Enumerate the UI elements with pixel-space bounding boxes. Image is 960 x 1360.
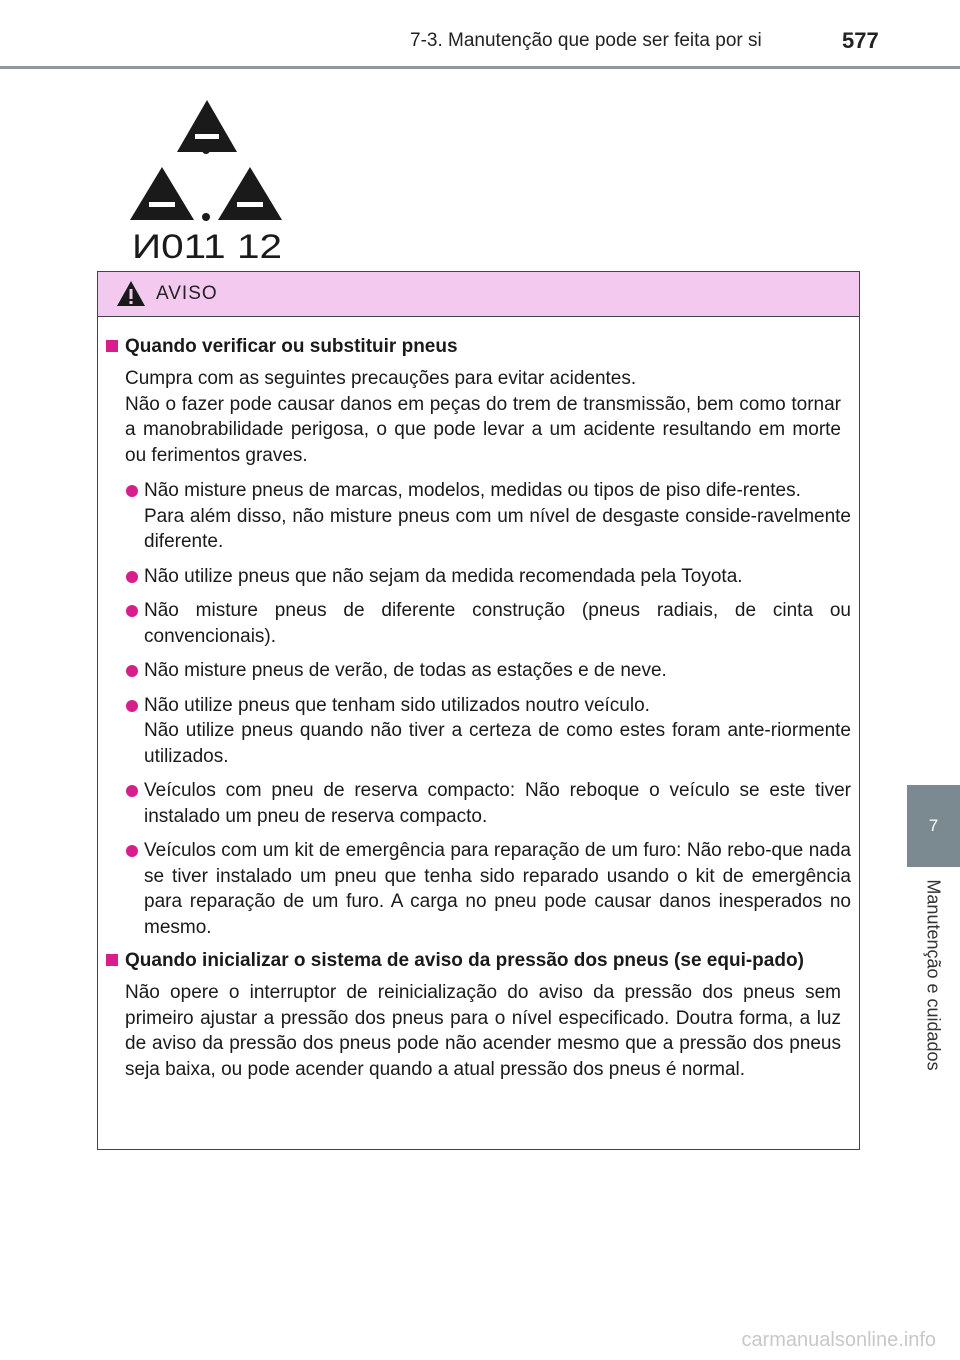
list-item-text: Veículos com um kit de emergência para reparação de um furo: Não rebo-que nada se tiver instalado um pneu que tenha sido reparado usando o kit de emergência para reparação de um furo. A carga no pneu pode causar danos inesperados no mesmo. [144,840,851,938]
list-item [106,838,851,940]
heading-text: Quando verificar ou substituir pneus [125,336,458,357]
list-item-text: Não misture pneus de verão, de todas as estações e de neve. [144,660,667,681]
list-item [106,693,851,770]
tpms-text: Não opere o interruptor de reinicialização do aviso da pressão dos pneus sem primeiro ajustar a pressão dos pneus para o nível especificado. Doutra forma, a luz de aviso da pressão dos pneus pode não acender mesmo que a pressão dos pneus seja baixa, ou pode acender quando a atual pressão dos pneus é normal. [125,982,841,1080]
tire-triangle-symbol-icon [120,92,300,264]
tpms-paragraph [106,980,851,1082]
list-item-text: Não misture pneus de diferente construção (pneus radiais, de cinta ou convencionais). [144,600,851,647]
circle-bullet-icon [126,571,138,583]
circle-bullet-icon [126,700,138,712]
list-item-text: Não misture pneus de marcas, modelos, medidas ou tipos de piso dife-rentes. [144,480,801,501]
intro-line: Não o fazer pode causar danos em peças do trem de transmissão, bem como tornar a manobrabilidade perigosa, o que pode levar a um acidente resultando em morte ou ferimentos graves. [125,393,841,466]
square-bullet-icon [106,340,118,352]
section-heading-tire-check [106,335,851,358]
list-item-extra: Para além disso, não misture pneus com um nível de desgaste conside-ravelmente diferente. [144,505,851,552]
chapter-number: 7 [928,816,939,835]
circle-bullet-icon [126,845,138,857]
circle-bullet-icon [126,665,138,677]
list-item-text: Veículos com pneu de reserva compacto: Não reboque o veículo se este tiver instalado um pneu de reserva compacto. [144,780,851,827]
list-item [106,778,851,829]
square-bullet-icon [106,954,118,966]
section-heading-tpms [106,949,851,972]
list-item-text: Não utilize pneus que não sejam da medida recomendada pela Toyota. [144,565,743,587]
list-item [106,658,851,684]
tire-code-text: И011 12 [132,228,282,264]
list-item [106,598,851,649]
chapter-label: Manutenção e cuidados [923,879,944,1071]
list-item-extra: Não utilize pneus quando não tiver a certeza de como estes foram ante-riormente utilizados. [144,720,851,767]
circle-bullet-icon [126,785,138,797]
heading-text: Quando inicializar o sistema de aviso da pressão dos pneus (se equi-pado) [125,950,804,971]
circle-bullet-icon [126,605,138,617]
page-header [0,0,960,69]
list-item [106,478,851,555]
chapter-tab [907,785,960,867]
page-number: 577 [842,28,879,53]
warning-triangle-icon [116,280,146,307]
list-item [106,564,851,590]
circle-bullet-icon [126,485,138,497]
intro-paragraph [106,366,851,468]
section-title: 7-3. Manutenção que pode ser feita por si [410,30,762,51]
intro-line: Cumpra com as seguintes precauções para evitar acidentes. [125,368,637,389]
warning-title: AVISO [156,283,218,304]
list-item-text: Não utilize pneus que tenham sido utilizados noutro veículo. [144,694,650,716]
warning-header [98,272,859,317]
warning-box [97,271,860,1150]
watermark: carmanualsonline.info [741,1329,936,1351]
warning-body [98,317,859,1082]
